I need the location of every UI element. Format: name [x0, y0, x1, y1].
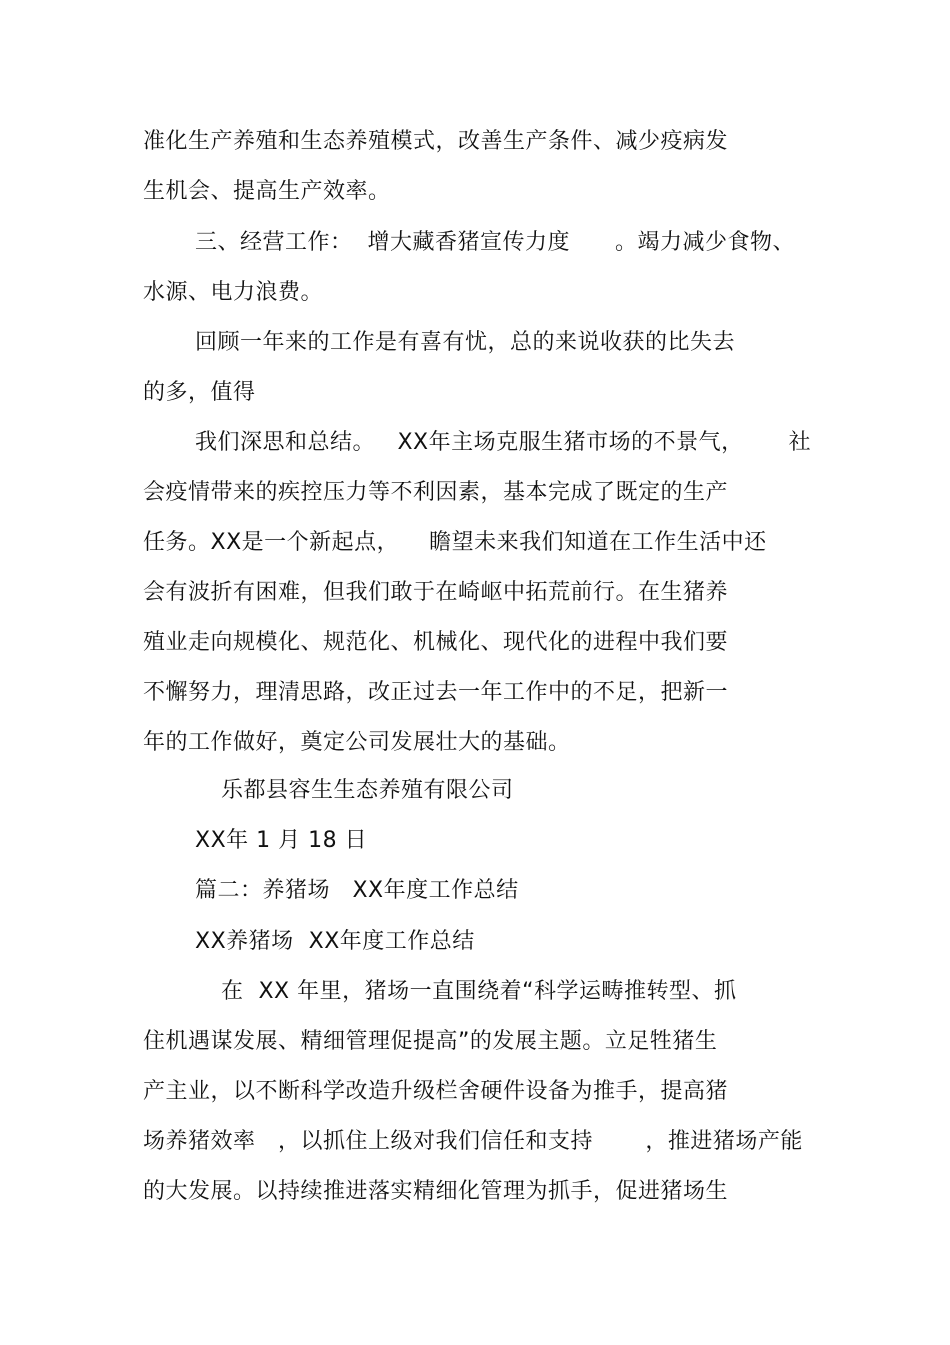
text-line: 会有波折有困难，但我们敢于在崎岖中拓荒前行。在生猪养 — [143, 580, 729, 605]
text-line: 我们深思和总结。 XX年主场克服生猪市场的不景气， 社 — [195, 430, 812, 455]
text-line: 生机会、提高生产效率。 — [143, 179, 391, 204]
text-line: 年的工作做好，奠定公司发展壮大的基础。 — [143, 730, 571, 755]
text-line: 水源、电力浪费。 — [143, 280, 324, 305]
text-line: 住机遇谋发展、精细管理促提高”的发展主题。立足牲猪生 — [143, 1029, 718, 1054]
text-line: 在 XX 年里，猪场一直围绕着“科学运畴推转型、抓 — [221, 979, 737, 1004]
text-line: 准化生产养殖和生态养殖模式，改善生产条件、减少疫病发 — [143, 129, 729, 154]
text-line: 不懈努力，理清思路，改正过去一年工作中的不足，把新一 — [143, 680, 729, 705]
section-heading: 篇二：养猪场 XX年度工作总结 — [195, 878, 519, 903]
text-line: 的大发展。以持续推进落实精细化管理为抓手，促进猪场生 — [143, 1179, 729, 1204]
text-line: 任务。XX是一个新起点， 瞻望未来我们知道在工作生活中还 — [143, 530, 767, 555]
text-line: 三、经营工作： 增大藏香猪宣传力度 。竭力减少食物、 — [195, 230, 795, 255]
text-line: 会疫情带来的疾控压力等不利因素，基本完成了既定的生产 — [143, 480, 729, 505]
text-line: 回顾一年来的工作是有喜有忧，总的来说收获的比失去 — [195, 330, 736, 355]
text-line: 场养猪效率 ，以抓住上级对我们信任和支持 ，推进猪场产能 — [143, 1129, 803, 1154]
text-line: 殖业走向规模化、规范化、机械化、现代化的进程中我们要 — [143, 630, 729, 655]
text-line: 的多，值得 — [143, 380, 256, 405]
document-title: XX养猪场 XX年度工作总结 — [195, 929, 475, 954]
date-line: XX年 1 月 18 日 — [195, 828, 368, 853]
company-signature: 乐都县容生生态养殖有限公司 — [221, 778, 514, 803]
text-line: 产主业，以不断科学改造升级栏舍硬件设备为推手，提高猪 — [143, 1079, 729, 1104]
